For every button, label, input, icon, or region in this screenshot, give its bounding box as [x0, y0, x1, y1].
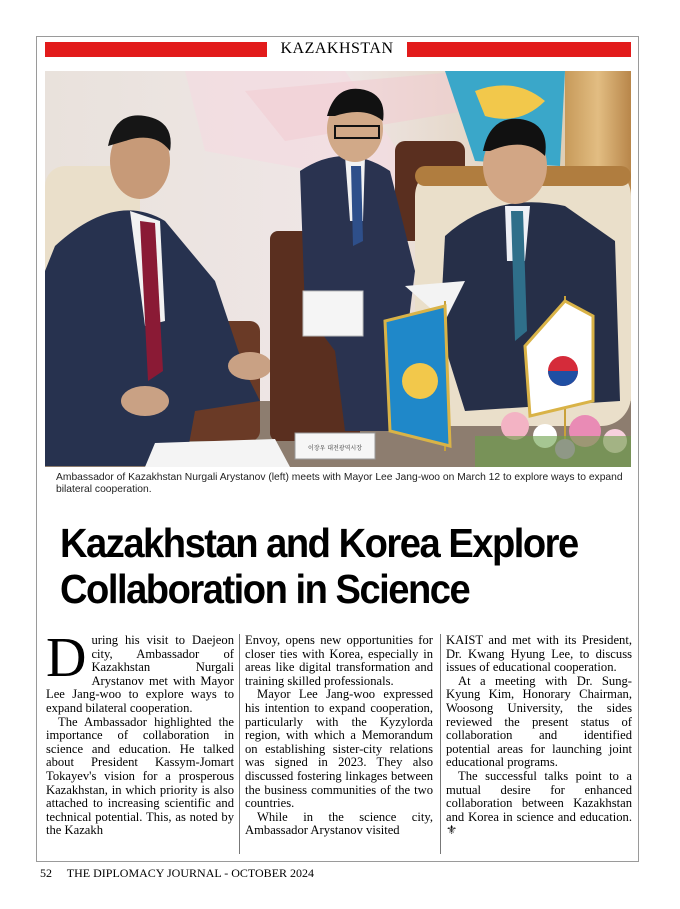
- article-column-3: [446, 634, 632, 838]
- drop-cap: D: [46, 627, 87, 689]
- paragraph-text: uring his visit to Daejeon city, Ambassador of Kazakhstan Nurgali Arystanov met with Mayor Lee Jang-woo to explore ways to expand bilateral cooperation.: [46, 633, 234, 715]
- article-photo: [45, 71, 631, 467]
- article-column-1: [46, 627, 234, 838]
- section-bar-left: [45, 42, 267, 57]
- paragraph: While in the science city, Ambassador Arystanov visited: [245, 809, 433, 838]
- article-headline: [60, 520, 599, 612]
- column-divider: [440, 634, 441, 854]
- page-number: 52: [40, 866, 52, 880]
- section-label: KAZAKHSTAN: [280, 40, 394, 57]
- end-mark-icon: ⚜: [446, 823, 458, 838]
- headline-line-2: Collaboration in Science: [60, 566, 470, 612]
- desk-name-plate: 이장우 대전광역시장: [307, 445, 363, 452]
- meeting-photo-illustration: [45, 71, 631, 467]
- article-column-2: [245, 634, 433, 838]
- paragraph-text: The successful talks point to a mutual desire for enhanced collaboration between Kazakhstan and Korea in science and education.: [446, 768, 632, 824]
- paragraph: KAIST and met with its President, Dr. Kwang Hyung Lee, to discuss issues of educational cooperation.: [446, 633, 632, 675]
- paragraph: At a meeting with Dr. Sung-Kyung Kim, Honorary Chairman, Woosong University, the sides reviewed the present status of collaboration and identified potential areas for launching joint educational programs.: [446, 673, 632, 770]
- column-divider: [239, 634, 240, 854]
- paragraph: [46, 627, 234, 716]
- section-bar-right: [407, 42, 631, 57]
- publication-name: THE DIPLOMACY JOURNAL - OCTOBER 2024: [66, 866, 315, 880]
- page-footer: [40, 866, 314, 881]
- paragraph: Envoy, opens new opportunities for closer ties with Korea, especially in areas like digital transformation and training skilled professionals.: [245, 633, 433, 688]
- paragraph: [446, 770, 632, 838]
- photo-caption: Ambassador of Kazakhstan Nurgali Arystanov (left) meets with Mayor Lee Jang-woo on March 12 to explore ways to expand bilateral cooperation.: [56, 472, 623, 495]
- paragraph: Mayor Lee Jang-woo expressed his intention to expand cooperation, particularly with the Kyzylorda region, with which a Memorandum on establishing sister-city relations was signed in 2023. They also discussed fostering linkages between the business communities of the two countries.: [245, 687, 433, 811]
- headline-line-1: Kazakhstan and Korea Explore: [60, 520, 578, 566]
- paragraph: The Ambassador highlighted the importance of collaboration in science and education. He talked about President Kassym-Jomart Tokayev's vision for a prosperous Kazakhstan, in which priority is also attached to increasing scientific and technical potential. This, as noted by the Kazakh: [46, 714, 234, 838]
